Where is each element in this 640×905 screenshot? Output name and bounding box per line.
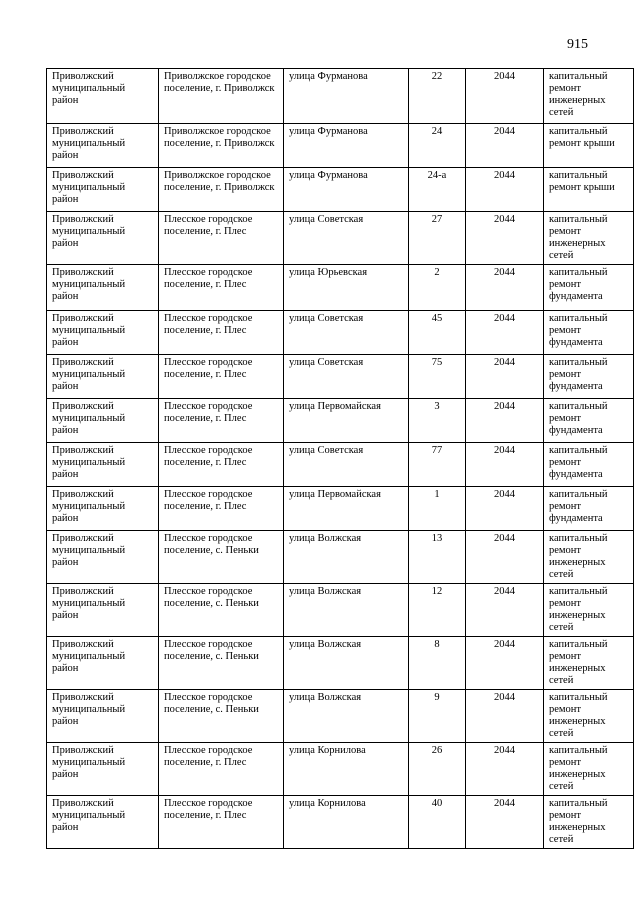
year-cell: 2044 [466, 355, 544, 399]
settlement-cell: Плесское городское поселение, г. Плес [159, 796, 284, 849]
street-cell: улица Советская [284, 443, 409, 487]
repair-schedule-table [46, 68, 634, 849]
year-cell: 2044 [466, 265, 544, 311]
district-cell: Приволжский муниципальный район [47, 796, 159, 849]
table-row [47, 690, 634, 743]
work-type-cell: капитальный ремонт фундамента [544, 487, 634, 531]
work-type-cell: капитальный ремонт крыши [544, 124, 634, 168]
table-row [47, 584, 634, 637]
work-type-cell: капитальный ремонт фундамента [544, 443, 634, 487]
district-cell: Приволжский муниципальный район [47, 743, 159, 796]
district-cell: Приволжский муниципальный район [47, 531, 159, 584]
street-cell: улица Советская [284, 311, 409, 355]
house-number-cell: 77 [409, 443, 466, 487]
year-cell: 2044 [466, 311, 544, 355]
street-cell: улица Юрьевская [284, 265, 409, 311]
settlement-cell: Плесское городское поселение, с. Пеньки [159, 531, 284, 584]
settlement-cell: Плесское городское поселение, с. Пеньки [159, 584, 284, 637]
page-number: 915 [567, 37, 588, 52]
year-cell: 2044 [466, 69, 544, 124]
house-number-cell: 12 [409, 584, 466, 637]
house-number-cell: 9 [409, 690, 466, 743]
work-type-cell: капитальный ремонт инженерных сетей [544, 690, 634, 743]
settlement-cell: Плесское городское поселение, г. Плес [159, 443, 284, 487]
house-number-cell: 75 [409, 355, 466, 399]
table-row [47, 355, 634, 399]
settlement-cell: Приволжское городское поселение, г. Приволжск [159, 69, 284, 124]
street-cell: улица Фурманова [284, 69, 409, 124]
year-cell: 2044 [466, 443, 544, 487]
table-row [47, 311, 634, 355]
year-cell: 2044 [466, 531, 544, 584]
work-type-cell: капитальный ремонт фундамента [544, 311, 634, 355]
table-row [47, 743, 634, 796]
year-cell: 2044 [466, 796, 544, 849]
table-body [47, 69, 634, 849]
street-cell: улица Первомайская [284, 487, 409, 531]
district-cell: Приволжский муниципальный район [47, 355, 159, 399]
street-cell: улица Волжская [284, 584, 409, 637]
work-type-cell: капитальный ремонт фундамента [544, 355, 634, 399]
settlement-cell: Плесское городское поселение, г. Плес [159, 355, 284, 399]
table-row [47, 443, 634, 487]
street-cell: улица Фурманова [284, 168, 409, 212]
year-cell: 2044 [466, 168, 544, 212]
house-number-cell: 3 [409, 399, 466, 443]
district-cell: Приволжский муниципальный район [47, 399, 159, 443]
street-cell: улица Первомайская [284, 399, 409, 443]
work-type-cell: капитальный ремонт инженерных сетей [544, 637, 634, 690]
house-number-cell: 40 [409, 796, 466, 849]
year-cell: 2044 [466, 399, 544, 443]
district-cell: Приволжский муниципальный район [47, 212, 159, 265]
settlement-cell: Плесское городское поселение, г. Плес [159, 743, 284, 796]
settlement-cell: Плесское городское поселение, г. Плес [159, 399, 284, 443]
work-type-cell: капитальный ремонт фундамента [544, 265, 634, 311]
district-cell: Приволжский муниципальный район [47, 443, 159, 487]
district-cell: Приволжский муниципальный район [47, 311, 159, 355]
work-type-cell: капитальный ремонт инженерных сетей [544, 743, 634, 796]
district-cell: Приволжский муниципальный район [47, 265, 159, 311]
street-cell: улица Советская [284, 355, 409, 399]
street-cell: улица Волжская [284, 690, 409, 743]
district-cell: Приволжский муниципальный район [47, 690, 159, 743]
house-number-cell: 1 [409, 487, 466, 531]
district-cell: Приволжский муниципальный район [47, 584, 159, 637]
district-cell: Приволжский муниципальный район [47, 487, 159, 531]
house-number-cell: 13 [409, 531, 466, 584]
house-number-cell: 22 [409, 69, 466, 124]
table-row [47, 69, 634, 124]
year-cell: 2044 [466, 584, 544, 637]
work-type-cell: капитальный ремонт инженерных сетей [544, 212, 634, 265]
house-number-cell: 2 [409, 265, 466, 311]
district-cell: Приволжский муниципальный район [47, 168, 159, 212]
work-type-cell: капитальный ремонт фундамента [544, 399, 634, 443]
street-cell: улица Советская [284, 212, 409, 265]
settlement-cell: Плесское городское поселение, с. Пеньки [159, 690, 284, 743]
street-cell: улица Волжская [284, 531, 409, 584]
work-type-cell: капитальный ремонт инженерных сетей [544, 69, 634, 124]
table-row [47, 637, 634, 690]
street-cell: улица Фурманова [284, 124, 409, 168]
house-number-cell: 26 [409, 743, 466, 796]
year-cell: 2044 [466, 690, 544, 743]
table-row [47, 531, 634, 584]
settlement-cell: Плесское городское поселение, с. Пеньки [159, 637, 284, 690]
settlement-cell: Плесское городское поселение, г. Плес [159, 212, 284, 265]
district-cell: Приволжский муниципальный район [47, 69, 159, 124]
settlement-cell: Приволжское городское поселение, г. Приволжск [159, 168, 284, 212]
street-cell: улица Корнилова [284, 743, 409, 796]
house-number-cell: 27 [409, 212, 466, 265]
year-cell: 2044 [466, 124, 544, 168]
year-cell: 2044 [466, 487, 544, 531]
house-number-cell: 24 [409, 124, 466, 168]
district-cell: Приволжский муниципальный район [47, 637, 159, 690]
work-type-cell: капитальный ремонт инженерных сетей [544, 796, 634, 849]
work-type-cell: капитальный ремонт крыши [544, 168, 634, 212]
year-cell: 2044 [466, 637, 544, 690]
table-row [47, 265, 634, 311]
district-cell: Приволжский муниципальный район [47, 124, 159, 168]
year-cell: 2044 [466, 743, 544, 796]
settlement-cell: Плесское городское поселение, г. Плес [159, 311, 284, 355]
street-cell: улица Корнилова [284, 796, 409, 849]
table-row [47, 796, 634, 849]
house-number-cell: 8 [409, 637, 466, 690]
table-row [47, 399, 634, 443]
street-cell: улица Волжская [284, 637, 409, 690]
year-cell: 2044 [466, 212, 544, 265]
settlement-cell: Приволжское городское поселение, г. Приволжск [159, 124, 284, 168]
work-type-cell: капитальный ремонт инженерных сетей [544, 531, 634, 584]
settlement-cell: Плесское городское поселение, г. Плес [159, 265, 284, 311]
house-number-cell: 24-а [409, 168, 466, 212]
settlement-cell: Плесское городское поселение, г. Плес [159, 487, 284, 531]
table-row [47, 487, 634, 531]
table-row [47, 168, 634, 212]
table-row [47, 124, 634, 168]
work-type-cell: капитальный ремонт инженерных сетей [544, 584, 634, 637]
house-number-cell: 45 [409, 311, 466, 355]
table-row [47, 212, 634, 265]
